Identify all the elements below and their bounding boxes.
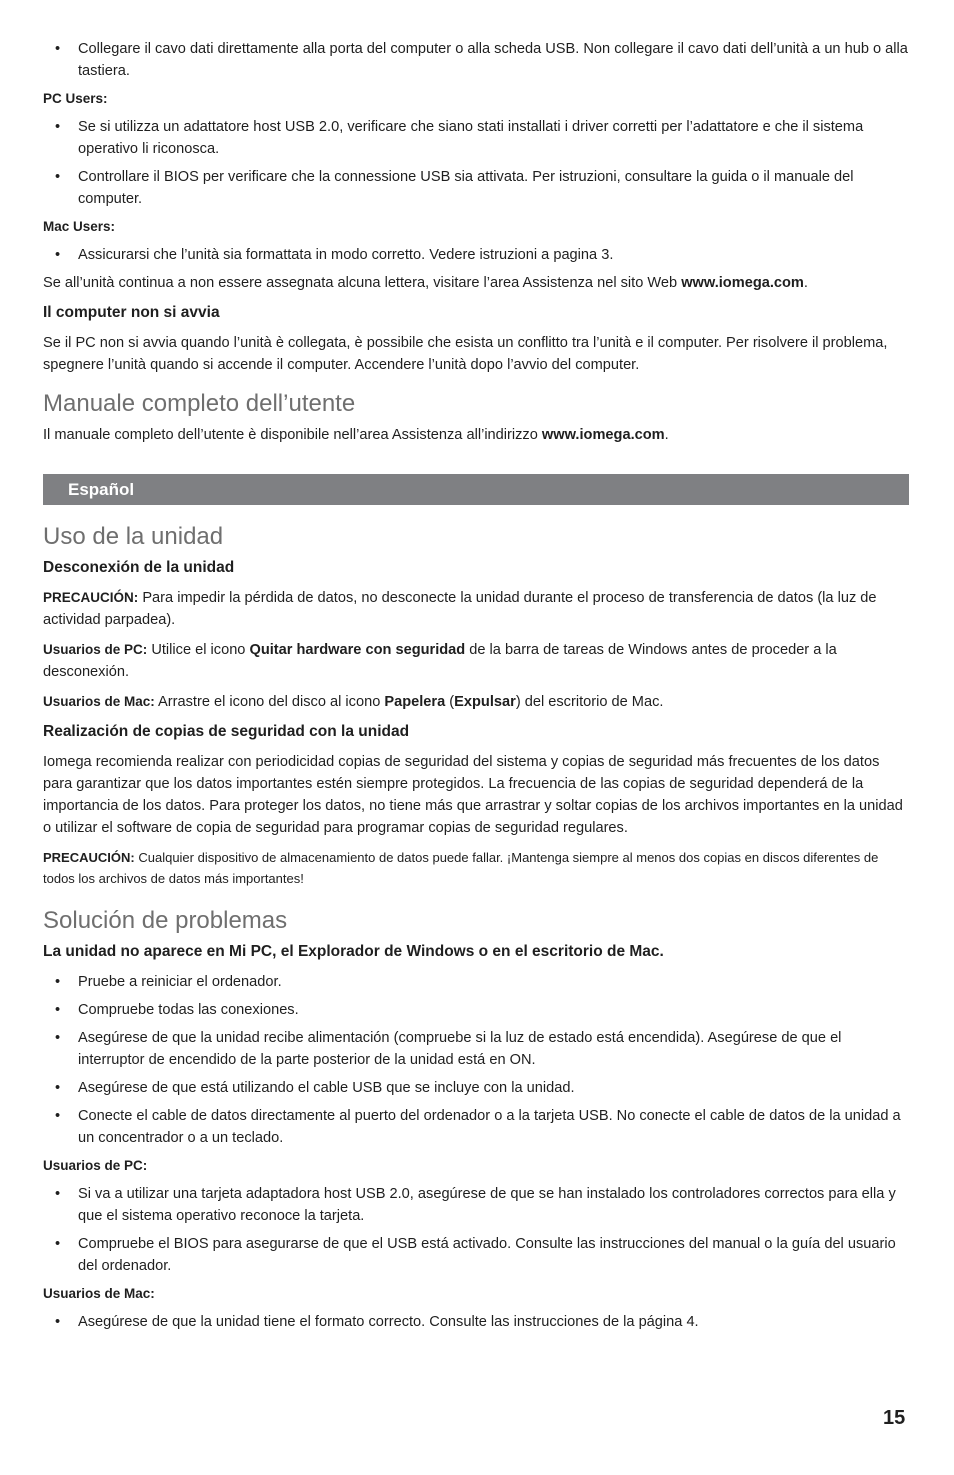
- list-item: • Asegúrese de que la unidad tiene el formato correcto. Consulte las instrucciones de la página 4.: [43, 1311, 909, 1333]
- heading-troubleshooting: Solución de problemas: [43, 907, 288, 934]
- paragraph-boot: Se il PC non si avvia quando l’unità è collegata, è possibile che esista un conflitto tra l’unità e il computer. Per risolvere il problema, spegnere l’unità quando si accende il computer. Accendere l’unità dopo l’avvio del computer.: [43, 335, 888, 373]
- section-label-mac-users: Mac Users:: [43, 219, 116, 234]
- paragraph-backup: Iomega recomienda realizar con periodicidad copias de seguridad del sistema y copias de seguridad más frecuentes de los datos para garantizar que los datos importantes estén siempre protegidos. La frecuencia de las copias de seguridad dependerá de la importancia de los datos. Para proteger los datos, no tiene más que arrastrar y soltar copias de los archivos importantes en la unidad o utilizar el software de copia de seguridad para programar copias de seguridad regulares.: [43, 754, 903, 836]
- text: (: [445, 694, 455, 710]
- mac-users-label: Usuarios de Mac:: [43, 694, 155, 709]
- paragraph-pc-users: [43, 639, 909, 683]
- page-number: 15: [883, 1407, 906, 1429]
- subheading-boot: Il computer non si avvia: [43, 304, 220, 321]
- paragraph-manual: [43, 424, 909, 446]
- text: .: [803, 275, 808, 291]
- section-label-mac-users: Usuarios de Mac:: [43, 1286, 155, 1301]
- text: Cualquier dispositivo de almacenamiento de datos puede fallar. ¡Mantenga siempre al menos dos copias en discos diferentes de todos los archivos de datos más importantes!: [43, 850, 879, 886]
- text: Se all’unità continua a non essere assegnata alcuna lettera, visitare l’area Assistenza nel sito Web: [43, 275, 682, 291]
- support-link[interactable]: www.iomega.com: [541, 427, 665, 443]
- paragraph-caution: [43, 587, 909, 631]
- section-label-pc-users: Usuarios de PC:: [43, 1158, 148, 1173]
- paragraph-mac-users: [43, 691, 909, 713]
- list-item: • Pruebe a reiniciar el ordenador.: [43, 971, 909, 993]
- list-item: • Compruebe todas las conexiones.: [43, 999, 909, 1021]
- caution-label: PRECAUCIÓN:: [43, 850, 135, 865]
- language-band-espanol: Español: [43, 474, 909, 505]
- list-item: • Si va a utilizar una tarjeta adaptadora host USB 2.0, asegúrese de que se han instalado los controladores correctos para ella y que el sistema operativo reconoce la tarjeta.: [43, 1183, 909, 1227]
- list-item: • Asegúrese de que está utilizando el cable USB que se incluye con la unidad.: [43, 1077, 909, 1099]
- heading-using-drive: Uso de la unidad: [43, 523, 224, 550]
- caution-label: PRECAUCIÓN:: [43, 590, 139, 605]
- support-link[interactable]: www.iomega.com: [681, 275, 804, 291]
- paragraph-drive-letter: [43, 272, 909, 294]
- section-label-pc-users: PC Users:: [43, 91, 108, 106]
- subheading-disconnect: Desconexión de la unidad: [43, 559, 235, 576]
- text: Arrastre el icono del disco al icono: [154, 694, 385, 710]
- pc-users-label: Usuarios de PC:: [43, 642, 148, 657]
- bold-term: Quitar hardware con seguridad: [249, 642, 466, 658]
- subheading-backup: Realización de copias de seguridad con la unidad: [43, 723, 410, 740]
- text: de la barra de tareas de Windows antes de proceder a la desconexión.: [43, 642, 837, 680]
- paragraph-caution-2: [43, 847, 909, 889]
- subheading-drive-not-found: La unidad no aparece en Mi PC, el Explorador de Windows o en el escritorio de Mac.: [43, 943, 664, 960]
- list-item: • Controllare il BIOS per verificare che la connessione USB sia attivata. Per istruzioni, consultare la guida o il manuale del computer.: [43, 166, 909, 210]
- heading-user-manual: Manuale completo dell’utente: [43, 390, 356, 417]
- list-item: • Conecte el cable de datos directamente al puerto del ordenador o a la tarjeta USB. No conecte el cable de datos de la unidad a un concentrador o a un teclado.: [43, 1105, 909, 1149]
- list-item: • Asegúrese de que la unidad recibe alimentación (compruebe si la luz de estado está encendida). Asegúrese de que el interruptor de encendido de la parte posterior de la unidad está en ON.: [43, 1027, 909, 1071]
- list-item: • Collegare il cavo dati direttamente alla porta del computer o alla scheda USB. Non collegare il cavo dati dell’unità a un hub o alla tastiera.: [43, 38, 909, 82]
- list-item: • Compruebe el BIOS para asegurarse de que el USB está activado. Consulte las instrucciones del manual o la guía del usuario del ordenador.: [43, 1233, 909, 1277]
- text: Il manuale completo dell’utente è disponibile nell’area Assistenza all’indirizzo: [43, 427, 542, 443]
- document-page: [43, 38, 909, 1339]
- text: .: [664, 427, 669, 443]
- bold-term: Expulsar: [454, 694, 516, 710]
- list-item: • Se si utilizza un adattatore host USB 2.0, verificare che siano stati installati i driver corretti per l’adattatore e che il sistema operativo li riconosca.: [43, 116, 909, 160]
- text: Para impedir la pérdida de datos, no desconecte la unidad durante el proceso de transferencia de datos (la luz de actividad parpadea).: [43, 590, 877, 628]
- bold-term: Papelera: [384, 694, 446, 710]
- text: Utilice el icono: [147, 642, 250, 658]
- list-item: • Assicurarsi che l’unità sia formattata in modo corretto. Vedere istruzioni a pagina 3.: [43, 244, 909, 266]
- text: ) del escritorio de Mac.: [515, 694, 664, 710]
